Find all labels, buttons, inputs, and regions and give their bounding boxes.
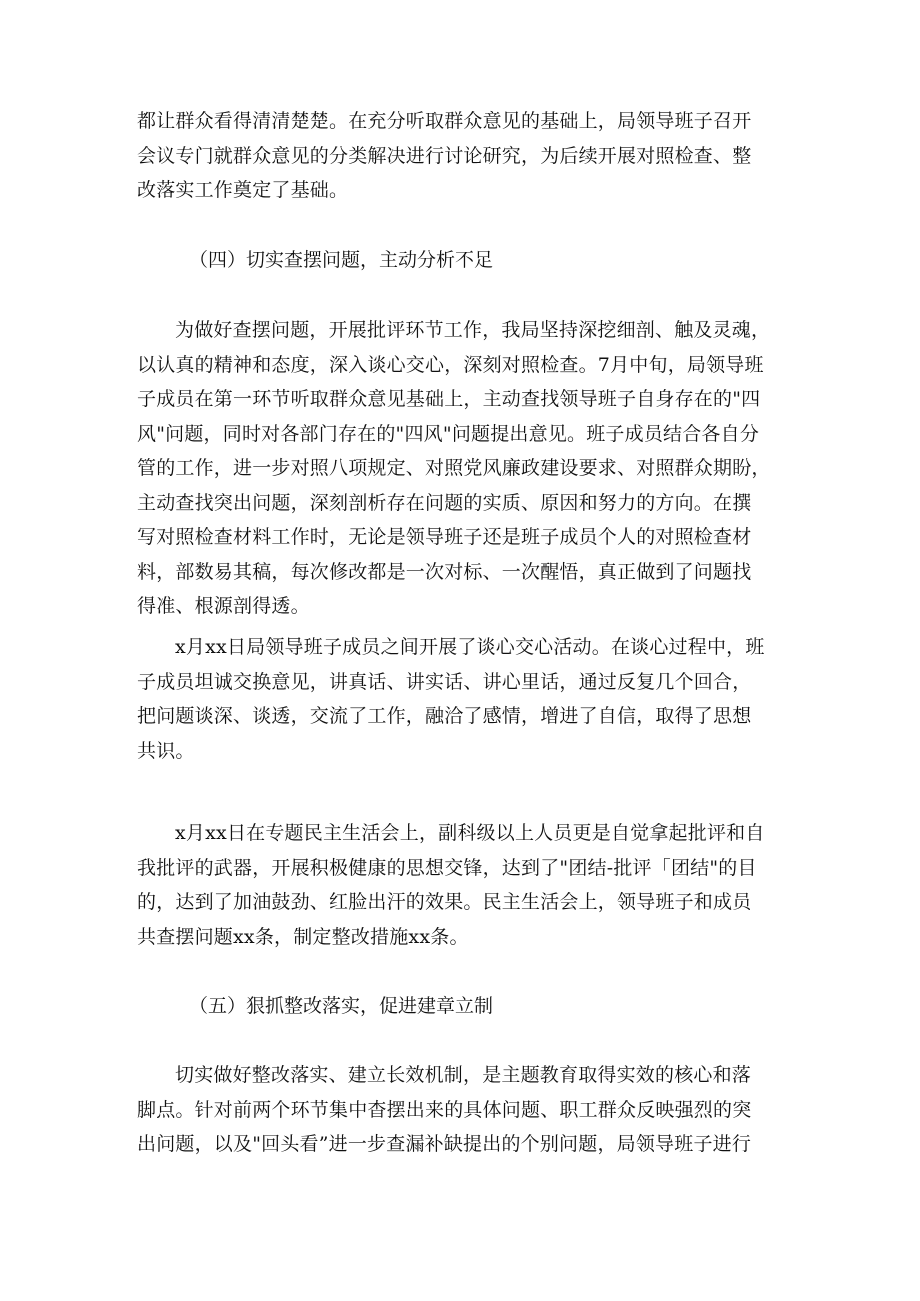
paragraph-4-1 [137, 313, 787, 624]
text-line: 把问题谈深、谈透，交流了工作，融洽了感情，增进了自信，取得了思想 [137, 705, 752, 727]
text-line: 都让群众看得清清楚楚。在充分听取群众意见的基础上，局领导班子召开 [137, 110, 752, 132]
text-line: 共查摆问题xx条，制定整改措施xx条。 [137, 925, 469, 948]
paragraph-5-1 [137, 1058, 787, 1162]
text-line: x月xx日局领导班子成员之间开展了谈心交心活动。在谈心过程中，班 [175, 636, 765, 658]
text-line: 出问题，以及"回头看”进一步查漏补缺提出的个别问题，局领导班子进行 [137, 1133, 752, 1155]
text-line: 风"问题，同时对各部门存在的"四风"问题提出意见。班子成员结合各自分 [137, 422, 760, 445]
text-line: 料，部数易其稿，每次修改都是一次对标、一次醒悟，真正做到了问题找 [137, 560, 752, 583]
text-line: 写对照检查材料工作时，无论是领导班子还是班子成员个人的对照检查材 [137, 526, 752, 548]
text-line: 为做好查摆问题，开展批评环节工作，我局坚持深挖细剖、触及灵魂， [175, 319, 771, 341]
text-line: 会议专门就群众意见的分类解决进行讨论研究，为后续开展对照检查、整 [137, 144, 752, 167]
text-line: 主动查找突出问题，深刻剖析存在问题的实质、原因和努力的方向。在撰 [137, 491, 752, 514]
text-line: 的，达到了加油鼓劲、红脸出汗的效果。民主生活会上，领导班子和成员 [137, 891, 752, 913]
text-line: 我批评的武器，开展积极健康的思想交锋，达到了"团结-批评「团结"的目 [137, 856, 757, 879]
text-line: 共识。 [137, 739, 195, 762]
paragraph-continued [137, 104, 787, 208]
section-heading-4: （四）切实查摆问题，主动分析不足 [189, 249, 494, 271]
text-line: 管的工作，进一步对照八项规定、对照党风廉政建设要求、对照群众期盼， [137, 457, 771, 479]
paragraph-4-3 [137, 816, 787, 954]
text-line: 脚点。针对前两个环节集中杳摆出来的具体问题、职工群众反映强烈的突 [137, 1098, 752, 1121]
text-line: 子成员在第一环节听取群众意见基础上，主动查找领导班子自身存在的"四 [137, 388, 761, 410]
text-line: 以认真的精神和态度，深入谈心交心，深刻对照检查。7月中旬，局领导班 [137, 353, 764, 376]
text-line: 子成员坦诚交换意见，讲真话、讲实话、讲心里话，通过反复几个回合， [137, 670, 752, 693]
paragraph-4-2 [137, 630, 787, 768]
text-line: x月xx日在专题民主生活会上，副科级以上人员更是自觉拿起批评和自 [175, 822, 765, 844]
section-heading-5: （五）狠抓整改落实，促进建章立制 [189, 995, 494, 1017]
text-line: 得准、根源剖得透。 [137, 595, 310, 617]
text-line: 切实做好整改落实、建立长效机制，是主题教育取得实效的核心和落 [175, 1064, 752, 1086]
text-line: 改落实工作奠定了基础。 [137, 179, 349, 201]
